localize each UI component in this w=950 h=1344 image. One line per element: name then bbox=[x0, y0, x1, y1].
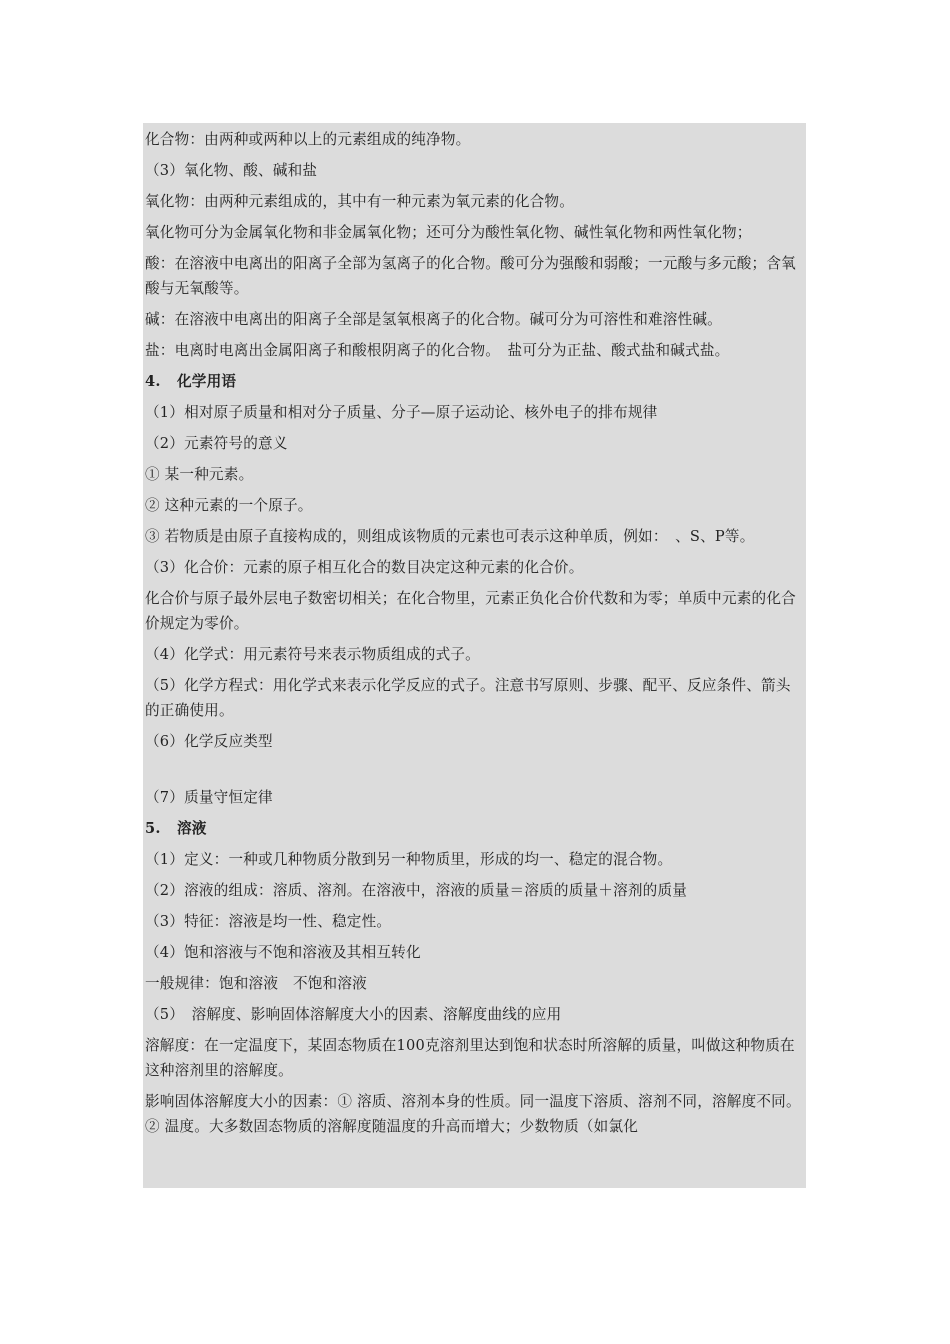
list-item: （5）化学方程式：用化学式来表示化学反应的式子。注意书写原则、步骤、配平、反应条件、箭头的正确使用。 bbox=[145, 677, 791, 719]
list-item: （5） 溶解度、影响固体溶解度大小的因素、溶解度曲线的应用 bbox=[145, 1006, 562, 1023]
list-item: （4）化学式：用元素符号来表示物质组成的式子。 bbox=[145, 646, 480, 663]
section-title: 溶液 bbox=[177, 820, 207, 837]
list-item: 影响固体溶解度大小的因素：① 溶质、溶剂本身的性质。同一温度下溶质、溶剂不同，溶解度不同。② 温度。大多数固态物质的溶解度随温度的升高而增大；少数物质（如氯化 bbox=[145, 1093, 801, 1135]
list-item: 一般规律：饱和溶液 不饱和溶液 bbox=[145, 975, 367, 992]
paragraph-oxide-definition: 氧化物：由两种元素组成的，其中有一种元素为氧元素的化合物。 bbox=[145, 193, 575, 210]
paragraph-base-definition: 碱：在溶液中电离出的阳离子全部是氢氧根离子的化合物。碱可分为可溶性和难溶性碱。 bbox=[145, 311, 722, 328]
list-item: ③ 若物质是由原子直接构成的，则组成该物质的元素也可表示这种单质，例如： 、S、P等。 bbox=[145, 528, 755, 545]
blank-space bbox=[145, 760, 804, 785]
paragraph-compound-definition: 化合物：由两种或两种以上的元素组成的纯净物。 bbox=[145, 131, 471, 148]
paragraph-acid-definition: 酸：在溶液中电离出的阳离子全部为氢离子的化合物。酸可分为强酸和弱酸；一元酸与多元酸；含氧酸与无氧酸等。 bbox=[145, 255, 796, 297]
list-item: （7）质量守恒定律 bbox=[145, 789, 273, 806]
list-item: ② 这种元素的一个原子。 bbox=[145, 497, 313, 514]
paragraph-salt-definition: 盐：电离时电离出金属阳离子和酸根阴离子的化合物。 盐可分为正盐、酸式盐和碱式盐。 bbox=[145, 342, 730, 359]
list-item: （6）化学反应类型 bbox=[145, 733, 273, 750]
paragraph-oxide-classification: 氧化物可分为金属氧化物和非金属氧化物；还可分为酸性氧化物、碱性氧化物和两性氧化物； bbox=[145, 224, 752, 241]
list-item: （2）溶液的组成：溶质、溶剂。在溶液中，溶液的质量＝溶质的质量＋溶剂的质量 bbox=[145, 882, 688, 899]
list-item: 化合价与原子最外层电子数密切相关；在化合物里，元素正负化合价代数和为零；单质中元素的化合价规定为零价。 bbox=[145, 590, 796, 632]
document-content bbox=[143, 123, 806, 1188]
section-heading-chemical-terms bbox=[145, 369, 804, 394]
section-number: 4. bbox=[145, 373, 161, 390]
list-item: ① 某一种元素。 bbox=[145, 466, 254, 483]
section-number: 5. bbox=[145, 820, 161, 837]
section-title: 化学用语 bbox=[177, 373, 237, 390]
list-item: （3）化合价：元素的原子相互化合的数目决定这种元素的化合价。 bbox=[145, 559, 584, 576]
list-item: （4）饱和溶液与不饱和溶液及其相互转化 bbox=[145, 944, 421, 961]
list-item: （1）相对原子质量和相对分子质量、分子—原子运动论、核外电子的排布规律 bbox=[145, 404, 658, 421]
list-item: 溶解度：在一定温度下，某固态物质在100克溶剂里达到饱和状态时所溶解的质量，叫做这种物质在这种溶剂里的溶解度。 bbox=[145, 1037, 795, 1079]
section-heading-solutions bbox=[145, 816, 804, 841]
list-item: （3）特征：溶液是均一性、稳定性。 bbox=[145, 913, 392, 930]
list-item: （2）元素符号的意义 bbox=[145, 435, 288, 452]
list-item: （1）定义：一种或几种物质分散到另一种物质里，形成的均一、稳定的混合物。 bbox=[145, 851, 673, 868]
paragraph-oxides-acids-bases-salts: （3）氧化物、酸、碱和盐 bbox=[145, 162, 318, 179]
